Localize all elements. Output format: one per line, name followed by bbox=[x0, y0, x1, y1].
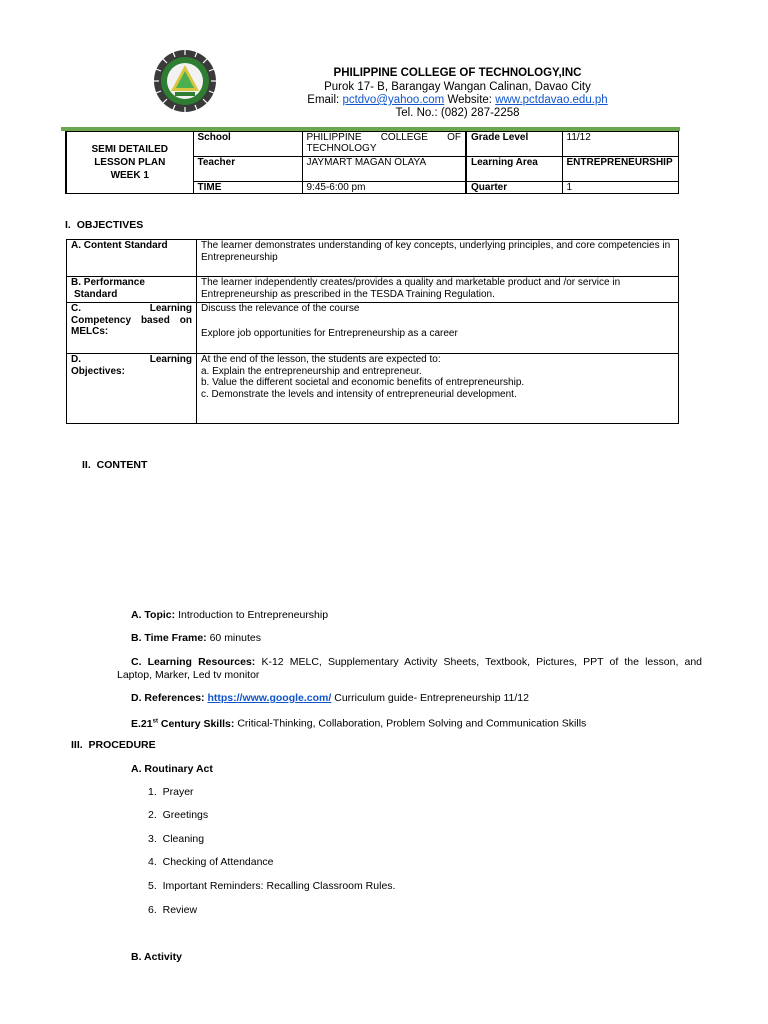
objectives-heading: I. OBJECTIVES bbox=[65, 219, 144, 231]
grade-level-label: Grade Level bbox=[466, 132, 562, 157]
century-skills-line: E.21st Century Skills: Critical-Thinking, Collaboration, Problem Solving and Communication Skills bbox=[131, 717, 587, 730]
list-item: 5. Important Reminders: Recalling Classroom Rules. bbox=[148, 880, 396, 892]
website-label: Website: bbox=[447, 94, 492, 106]
content-standard-text: The learner demonstrates understanding of key concepts, underlying principles, and core competencies in Entrepreneurship bbox=[197, 240, 679, 277]
competency-text: Discuss the relevance of the course Explore job opportunities for Entrepreneurship as a career bbox=[197, 303, 679, 354]
list-item: 2. Greetings bbox=[148, 809, 209, 821]
topic-line: A. Topic: Introduction to Entrepreneurship bbox=[131, 609, 329, 621]
learning-objectives-text: At the end of the lesson, the students are expected to: a. Explain the entrepreneurship and entrepreneur. b. Value the different societal and economic benefits of entrepreneurship. c. Demonstrate the levels and intensity of entrepreneurial development. bbox=[197, 354, 679, 424]
learning-resources-line-2: Laptop, Marker, Led tv monitor bbox=[117, 669, 260, 681]
email-label: Email: bbox=[307, 94, 340, 106]
plan-title-cell: SEMI DETAILED LESSON PLAN WEEK 1 bbox=[66, 132, 193, 194]
content-standard-label: A. Content Standard bbox=[67, 240, 197, 277]
school-value: PHILIPPINE COLLEGE OF TECHNOLOGY bbox=[302, 132, 466, 157]
learning-objectives-label: D. Learning Objectives: bbox=[67, 354, 197, 424]
learning-area-label: Learning Area bbox=[466, 157, 562, 182]
school-label: School bbox=[193, 132, 302, 157]
list-item: 4. Checking of Attendance bbox=[148, 856, 274, 868]
references-link[interactable]: https://www.google.com/ bbox=[207, 692, 332, 704]
list-item: 3. Cleaning bbox=[148, 833, 205, 845]
website-link[interactable]: www.pctdavao.edu.ph bbox=[495, 94, 608, 106]
list-item: 6. Review bbox=[148, 904, 198, 916]
teacher-value: JAYMART MAGAN OLAYA bbox=[302, 157, 466, 182]
references-line: D. References: https://www.google.com/ Curriculum guide- Entrepreneurship 11/12 bbox=[131, 692, 529, 704]
lesson-info-table bbox=[65, 131, 679, 194]
email-link[interactable]: pctdvo@yahoo.com bbox=[342, 94, 445, 106]
performance-standard-text: The learner independently creates/provides a quality and marketable product and /or service in Entrepreneurship as prescribed in the TESDA Training Regulation. bbox=[197, 277, 679, 303]
time-frame-line: B. Time Frame: 60 minutes bbox=[131, 632, 261, 644]
teacher-label: Teacher bbox=[193, 157, 302, 182]
institution-name: PHILIPPINE COLLEGE OF TECHNOLOGY,INC bbox=[333, 67, 582, 79]
grade-level-value: 11/12 bbox=[562, 132, 678, 157]
telephone: Tel. No.: (082) 287-2258 bbox=[395, 107, 520, 119]
competency-label: C. Learning Competency based on MELCs: bbox=[67, 303, 197, 354]
quarter-label: Quarter bbox=[466, 182, 562, 194]
routinary-act-heading: A. Routinary Act bbox=[131, 763, 213, 775]
learning-area-value: ENTREPRENEURSHIP bbox=[562, 157, 678, 182]
content-heading: II. CONTENT bbox=[82, 459, 148, 471]
activity-heading: B. Activity bbox=[131, 951, 182, 963]
time-value: 9:45-6:00 pm bbox=[302, 182, 466, 194]
contact-line bbox=[0, 93, 768, 107]
time-label: TIME bbox=[193, 182, 302, 194]
procedure-heading: III. PROCEDURE bbox=[71, 739, 156, 751]
list-item: 1. Prayer bbox=[148, 786, 194, 798]
performance-standard-label: B. Performance Standard bbox=[67, 277, 197, 303]
learning-resources-line: C. Learning Resources: K-12 MELC, Supplementary Activity Sheets, Textbook, Pictures, PPT of the lesson, and bbox=[131, 656, 703, 668]
quarter-value: 1 bbox=[562, 182, 678, 194]
objectives-table bbox=[66, 239, 679, 424]
institution-address: Purok 17- B, Barangay Wangan Calinan, Davao City bbox=[324, 81, 591, 93]
